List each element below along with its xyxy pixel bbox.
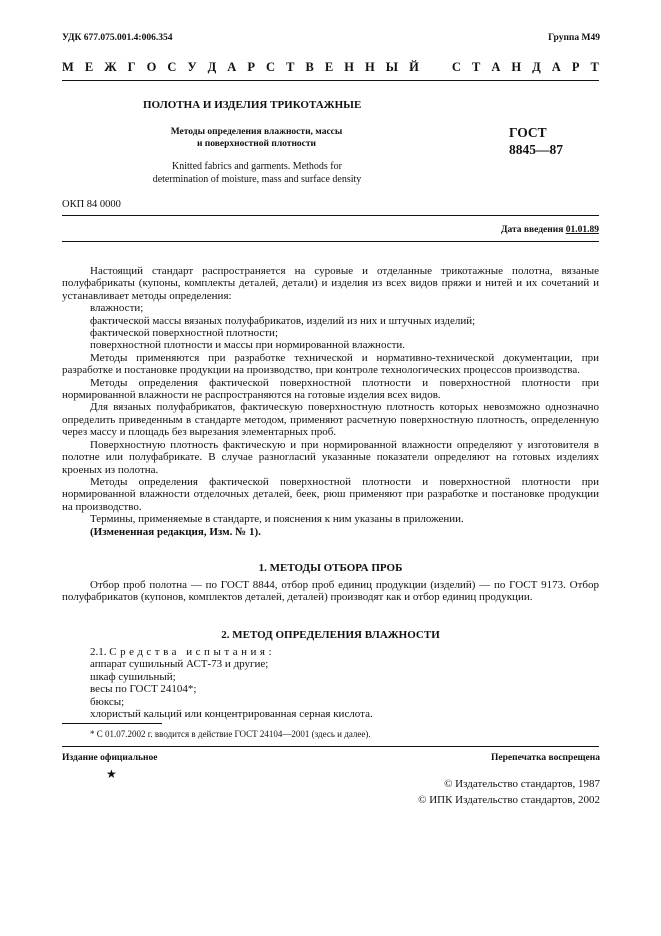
banner-letter: Г xyxy=(127,60,136,74)
banner-letter: В xyxy=(305,60,314,74)
english-title-line2: determination of moisture, mass and surface density xyxy=(152,174,362,185)
banner-letter: Д xyxy=(207,60,217,74)
standard-title: ПОЛОТНА И ИЗДЕЛИЯ ТРИКОТАЖНЫЕ xyxy=(143,99,362,111)
banner-letter: Р xyxy=(247,60,255,74)
banner-letter: С xyxy=(266,60,276,74)
official-edition: Издание официальное xyxy=(62,753,158,763)
gost-number: 8845—87 xyxy=(509,142,563,157)
banner-letter: А xyxy=(551,60,561,74)
banner-letter: Д xyxy=(532,60,541,74)
amendment-note: (Измененная редакция, Изм. № 1). xyxy=(90,525,261,538)
section2-body xyxy=(62,646,599,720)
intro-paragraph: Поверхностную плотность фактическую и при нормированной влажности определяют у изготовителя в полотне или полуфабрикате. В случае разногласий указанные показатели определяют на готовых изделиях кроеных из полотна. xyxy=(62,438,599,476)
subtitle-line2: и поверхностной плотности xyxy=(196,139,317,149)
star-icon: ★ xyxy=(106,767,117,781)
section2-heading: 2. МЕТОД ОПРЕДЕЛЕНИЯ ВЛАЖНОСТИ xyxy=(221,629,440,641)
list-item: шкаф сушильный; xyxy=(90,670,176,683)
banner-letter: С xyxy=(451,60,461,74)
clause-number: 2.1. xyxy=(90,646,107,658)
intro-paragraph: Методы определения фактической поверхностной плотности и поверхностной плотности при нормированной влажности не распространяются на готовые изделия всех видов. xyxy=(62,376,599,402)
intro-paragraph: Термины, применяемые в стандарте, и пояснения к ним указаны в приложении. xyxy=(90,513,464,526)
banner-letter: М xyxy=(62,60,74,74)
banner-letter: У xyxy=(187,60,197,74)
english-title-line1: Knitted fabrics and garments. Methods for xyxy=(172,161,342,172)
okp-code: ОКП 84 0000 xyxy=(62,199,121,210)
banner-letter: Н xyxy=(511,60,522,74)
list-item: фактической поверхностной плотности; xyxy=(90,327,278,340)
banner-letter: Ы xyxy=(385,60,399,74)
footer-rule xyxy=(62,746,599,747)
date-value: 01.01.89 xyxy=(565,225,599,235)
list-item: бюксы; xyxy=(90,695,125,708)
banner-letter: А xyxy=(491,60,501,74)
subtitle-line1: Методы определения влажности, массы xyxy=(170,127,343,137)
banner-letter: О xyxy=(146,60,157,74)
banner-letter: Р xyxy=(571,60,580,74)
banner-letter: Е xyxy=(324,60,334,74)
copyright-2002: © ИПК Издательство стандартов, 2002 xyxy=(418,794,600,806)
banner-letter: Й xyxy=(409,60,419,74)
title-rule xyxy=(62,215,599,216)
banner-letter: С xyxy=(167,60,177,74)
list-item: фактической массы вязаных полуфабрикатов, изделий из них и штучных изделий; xyxy=(90,314,476,327)
list-item: аппарат сушильный АСТ-73 и другие; xyxy=(90,658,269,671)
intro-paragraph: Методы применяются при разработке технической и нормативно-технической документации, при разработке и постановке продукции на производство, при контроле технологических процессов производства. xyxy=(62,351,599,377)
footnote-rule xyxy=(62,723,162,724)
list-item: хлористый кальций или концентрированная серная кислота. xyxy=(90,708,373,721)
footnote: * С 01.07.2002 г. вводится в действие ГОСТ 24104—2001 (здесь и далее). xyxy=(90,729,371,739)
section1-text: Отбор проб полотна — по ГОСТ 8844, отбор проб единиц продукции (изделий) — по ГОСТ 9173. Отбор полуфабрикатов (купонов, комплектов деталей, деталей) производят как и отбор единиц продукции. xyxy=(62,579,599,604)
banner-letter: Н xyxy=(344,60,354,74)
banner-letter: Т xyxy=(471,60,481,74)
interstate-standard-banner xyxy=(62,60,599,75)
intro-paragraph: Методы определения фактической поверхностной плотности и поверхностной плотности при нормированной влажности отделочных деталей, беек, рюш применяют при разработке и постановке продукции на производство. xyxy=(62,475,599,513)
banner-letter: Т xyxy=(590,60,599,74)
list-item: весы по ГОСТ 24104*; xyxy=(90,683,197,696)
list-item: влажности; xyxy=(90,302,144,315)
intro-paragraph: Настоящий стандарт распространяется на суровые и отделанные трикотажные полотна, вязаные полуфабрикаты (купоны, комплекты деталей, детали) и изделия из всех видов пряжи и нитей и их сочетаний и устанавливает методы определения: xyxy=(62,265,599,302)
gost-label: ГОСТ xyxy=(509,125,547,140)
section1-body xyxy=(62,579,599,604)
introduction-date xyxy=(501,225,599,235)
date-rule xyxy=(62,241,599,242)
banner-letter: Н xyxy=(364,60,375,74)
date-label: Дата введения xyxy=(500,225,564,235)
top-rule xyxy=(62,80,599,81)
intro-paragraph: Для вязаных полуфабрикатов, фактическую поверхностную плотность которых невозможно однозначно определить приведенным в стандарте методом, применяют расчетную поверхностную плотность, определенную через массу и площадь без вырезания элементарных проб. xyxy=(62,401,599,439)
banner-letter: Е xyxy=(84,60,94,74)
section1-heading: 1. МЕТОДЫ ОТБОРА ПРОБ xyxy=(258,562,403,574)
banner-letter: А xyxy=(227,60,237,74)
clause-title: Средства испытания: xyxy=(109,646,276,658)
banner-letter: Ж xyxy=(104,60,117,74)
list-item: поверхностной плотности и массы при нормированной влажности. xyxy=(90,339,406,352)
copyright-1987: © Издательство стандартов, 1987 xyxy=(444,778,600,790)
clause-2-1 xyxy=(62,646,599,658)
banner-letter: Т xyxy=(286,60,295,74)
udk-code: УДК 677.075.001.4:006.354 xyxy=(62,33,173,43)
reprint-notice: Перепечатка воспрещена xyxy=(490,753,600,763)
intro-section xyxy=(62,265,599,538)
group-code: Группа М49 xyxy=(548,33,600,43)
